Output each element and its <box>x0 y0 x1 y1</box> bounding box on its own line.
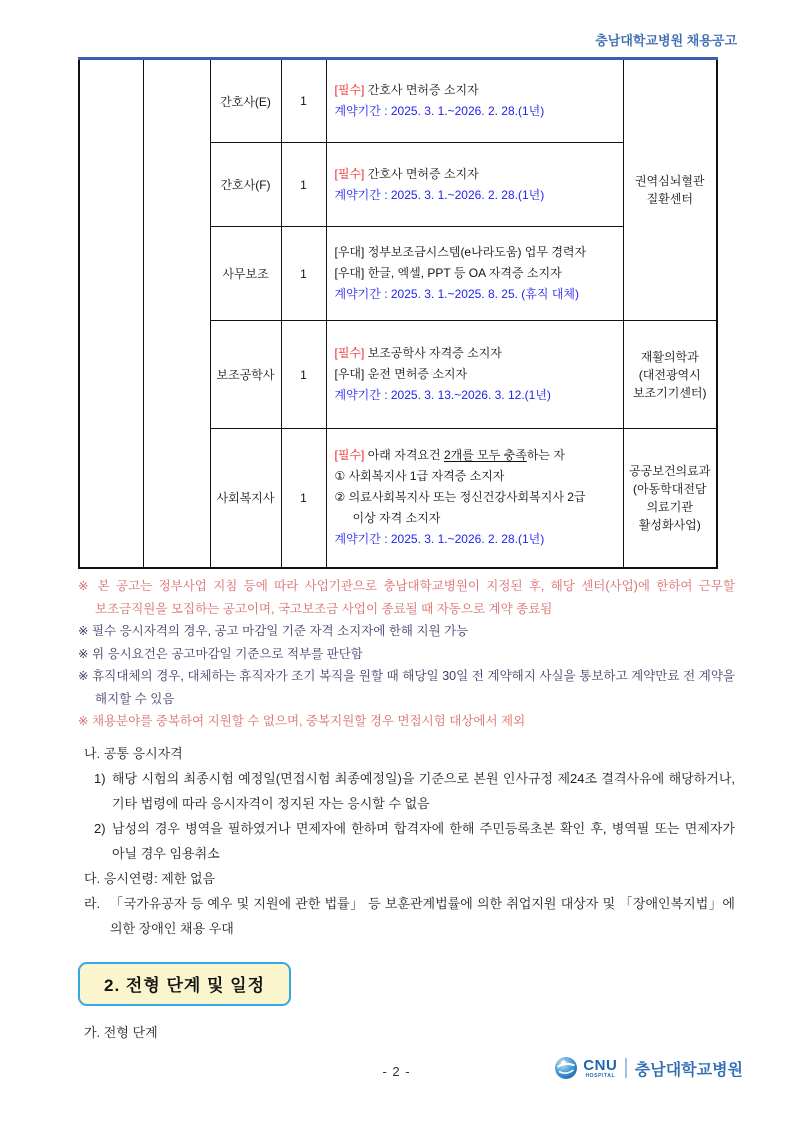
department-line: 보조기기센터) <box>632 385 707 400</box>
requirement-text: 하는 자 <box>526 448 565 463</box>
department-line: 의료기관 <box>646 499 693 514</box>
table-row <box>79 59 717 143</box>
requirement-text: 간호사 면허증 소지자 <box>367 166 479 181</box>
preferred-tag: [우대] <box>334 266 365 280</box>
logo-divider <box>625 1058 627 1078</box>
logo-cnu-text: CNU <box>583 1056 618 1074</box>
requirement-line <box>335 80 619 101</box>
headcount-cell: 1 <box>281 143 326 227</box>
requirement-line: ② 의료사회복지사 또는 정신건강사회복지사 2급 <box>334 490 586 505</box>
headcount-cell: 1 <box>281 227 326 321</box>
notes-block <box>78 575 735 733</box>
requirement-line: ① 사회복지사 1급 자격증 소지자 <box>334 469 505 484</box>
preferred-tag: [우대] <box>334 245 365 259</box>
logo-cnu-block <box>583 1058 617 1079</box>
requirement-underlined-text: 2개를 모두 충족 <box>443 448 527 463</box>
required-tag: [필수] <box>334 83 365 97</box>
item-number: 1) <box>94 771 106 786</box>
contract-period: 계약기간 : 2025. 3. 1.~2026. 2. 28.(1년) <box>334 532 545 547</box>
note-line: ※ 위 응시요건은 공고마감일 기준으로 적부를 판단함 <box>78 646 363 661</box>
requirements-cell <box>326 321 623 429</box>
requirement-line <box>335 263 619 284</box>
section-na-title: 나. 공통 응시자격 <box>84 746 183 761</box>
recruitment-table <box>78 57 718 569</box>
logo-hospital-text: HOSPITAL <box>585 1072 616 1079</box>
preferred-tag: [우대] <box>334 367 365 381</box>
requirement-line <box>335 242 619 263</box>
department-line: 공공보건의료과 <box>629 463 711 478</box>
item-text: 해당 시험의 최종시험 예정일(면접시험 최종예정일)을 기준으로 본원 인사규정 제24조 결격사유에 해당하거나, 기타 법령에 따라 응시자격이 정지된 자는 응시할 수 없음 <box>112 771 735 811</box>
table-empty-cell-2 <box>143 59 210 568</box>
note-line: ※ 채용분야를 중복하여 지원할 수 없으며, 중복지원할 경우 면접시험 대상에서 제외 <box>78 714 526 728</box>
requirement-line <box>335 364 619 385</box>
item-number: 2) <box>94 821 106 836</box>
requirement-text: 정부보조금시스템(e나라도움) 업무 경력자 <box>367 245 587 259</box>
table-empty-cell-1 <box>79 59 143 568</box>
section-na-item <box>84 766 735 816</box>
required-tag: [필수] <box>334 166 365 181</box>
department-line: 권역심뇌혈관 <box>634 174 705 188</box>
headcount-cell: 1 <box>281 321 326 429</box>
requirement-text: 간호사 면허증 소지자 <box>367 83 479 97</box>
globe-icon <box>554 1056 578 1080</box>
job-title-cell: 간호사(F) <box>210 143 281 227</box>
requirement-line <box>335 164 619 185</box>
contract-period: 계약기간 : 2025. 3. 1.~2025. 8. 25. (휴직 대체) <box>334 287 580 301</box>
note-line: ※ 휴직대체의 경우, 대체하는 휴직자가 조기 복직을 원할 때 해당일 30일 전 계약해지 사실을 통보하고 계약만료 전 계약을 해지할 수 있음 <box>78 669 735 706</box>
department-line: 활성화사업) <box>638 517 701 532</box>
item-text: 남성의 경우 병역을 필하였거나 면제자에 한하며 합격자에 한해 주민등록초본 확인 후, 병역필 또는 면제자가 아닐 경우 임용취소 <box>112 821 735 861</box>
item-label: 라. <box>84 896 101 911</box>
requirement-text: 아래 자격요건 <box>367 448 444 463</box>
requirement-text: 한글, 엑셀, PPT 등 OA 자격증 소지자 <box>367 266 562 280</box>
requirement-line <box>335 343 619 364</box>
contract-period: 계약기간 : 2025. 3. 13.~2026. 3. 12.(1년) <box>334 388 551 402</box>
job-title-cell: 사무보조 <box>210 227 281 321</box>
department-line: 재활의학과 <box>640 349 699 364</box>
job-title-cell: 간호사(E) <box>210 59 281 143</box>
headcount-cell: 1 <box>281 59 326 143</box>
department-line: (대전광역시 <box>638 367 701 382</box>
document-header-title: 충남대학교병원 채용공고 <box>595 33 737 48</box>
item-text: 「국가유공자 등 예우 및 지원에 관한 법률」 등 보훈관계법률에 의한 취업지원 대상자 및 「장애인복지법」에 의한 장애인 채용 우대 <box>110 896 735 936</box>
section-da-line: 다. 응시연령: 제한 없음 <box>84 871 216 886</box>
job-title-cell: 사회복지사 <box>210 429 281 568</box>
headcount-cell: 1 <box>281 429 326 568</box>
job-title-cell: 보조공학사 <box>210 321 281 429</box>
department-line: (아동학대전담 <box>632 481 707 496</box>
required-tag: [필수] <box>334 448 365 463</box>
note-line: ※ 본 공고는 정부사업 지침 등에 따라 사업기관으로 충남대학교병원이 지정된 후, 해당 센터(사업)에 한하여 근무할 보조금직원을 모집하는 공고이며, 국고보조금 사업이 종료될 때 자동으로 계약 종료됨 <box>78 579 735 616</box>
department-line: 질환센터 <box>646 192 693 206</box>
requirements-cell <box>326 429 623 568</box>
requirement-text: 운전 면허증 소지자 <box>367 367 468 381</box>
contract-period: 계약기간 : 2025. 3. 1.~2026. 2. 28.(1년) <box>334 104 545 118</box>
common-eligibility-section <box>84 741 735 941</box>
logo-hospital-name: 충남대학교병원 <box>634 1061 743 1079</box>
requirements-cell <box>326 143 623 227</box>
note-line: ※ 필수 응시자격의 경우, 공고 마감일 기준 자격 소지자에 한해 지원 가능 <box>78 624 469 638</box>
department-cell <box>623 321 717 429</box>
department-cell <box>623 429 717 568</box>
required-tag: [필수] <box>334 346 365 360</box>
section-2-header-box: 2. 전형 단계 및 일정 <box>78 962 291 1006</box>
hospital-logo <box>554 1056 743 1080</box>
requirements-cell <box>326 59 623 143</box>
requirement-line: 이상 자격 소지자 <box>352 511 441 526</box>
section-na-item <box>84 816 735 866</box>
requirement-text: 보조공학사 자격증 소지자 <box>367 346 502 360</box>
contract-period: 계약기간 : 2025. 3. 1.~2026. 2. 28.(1년) <box>334 187 545 202</box>
requirement-line <box>335 445 619 466</box>
requirements-cell <box>326 227 623 321</box>
section-ra-line <box>84 891 735 941</box>
section-2-ga-line: 가. 전형 단계 <box>84 1025 158 1040</box>
page-number: - 2 - <box>382 1064 411 1079</box>
department-cell <box>623 59 717 321</box>
